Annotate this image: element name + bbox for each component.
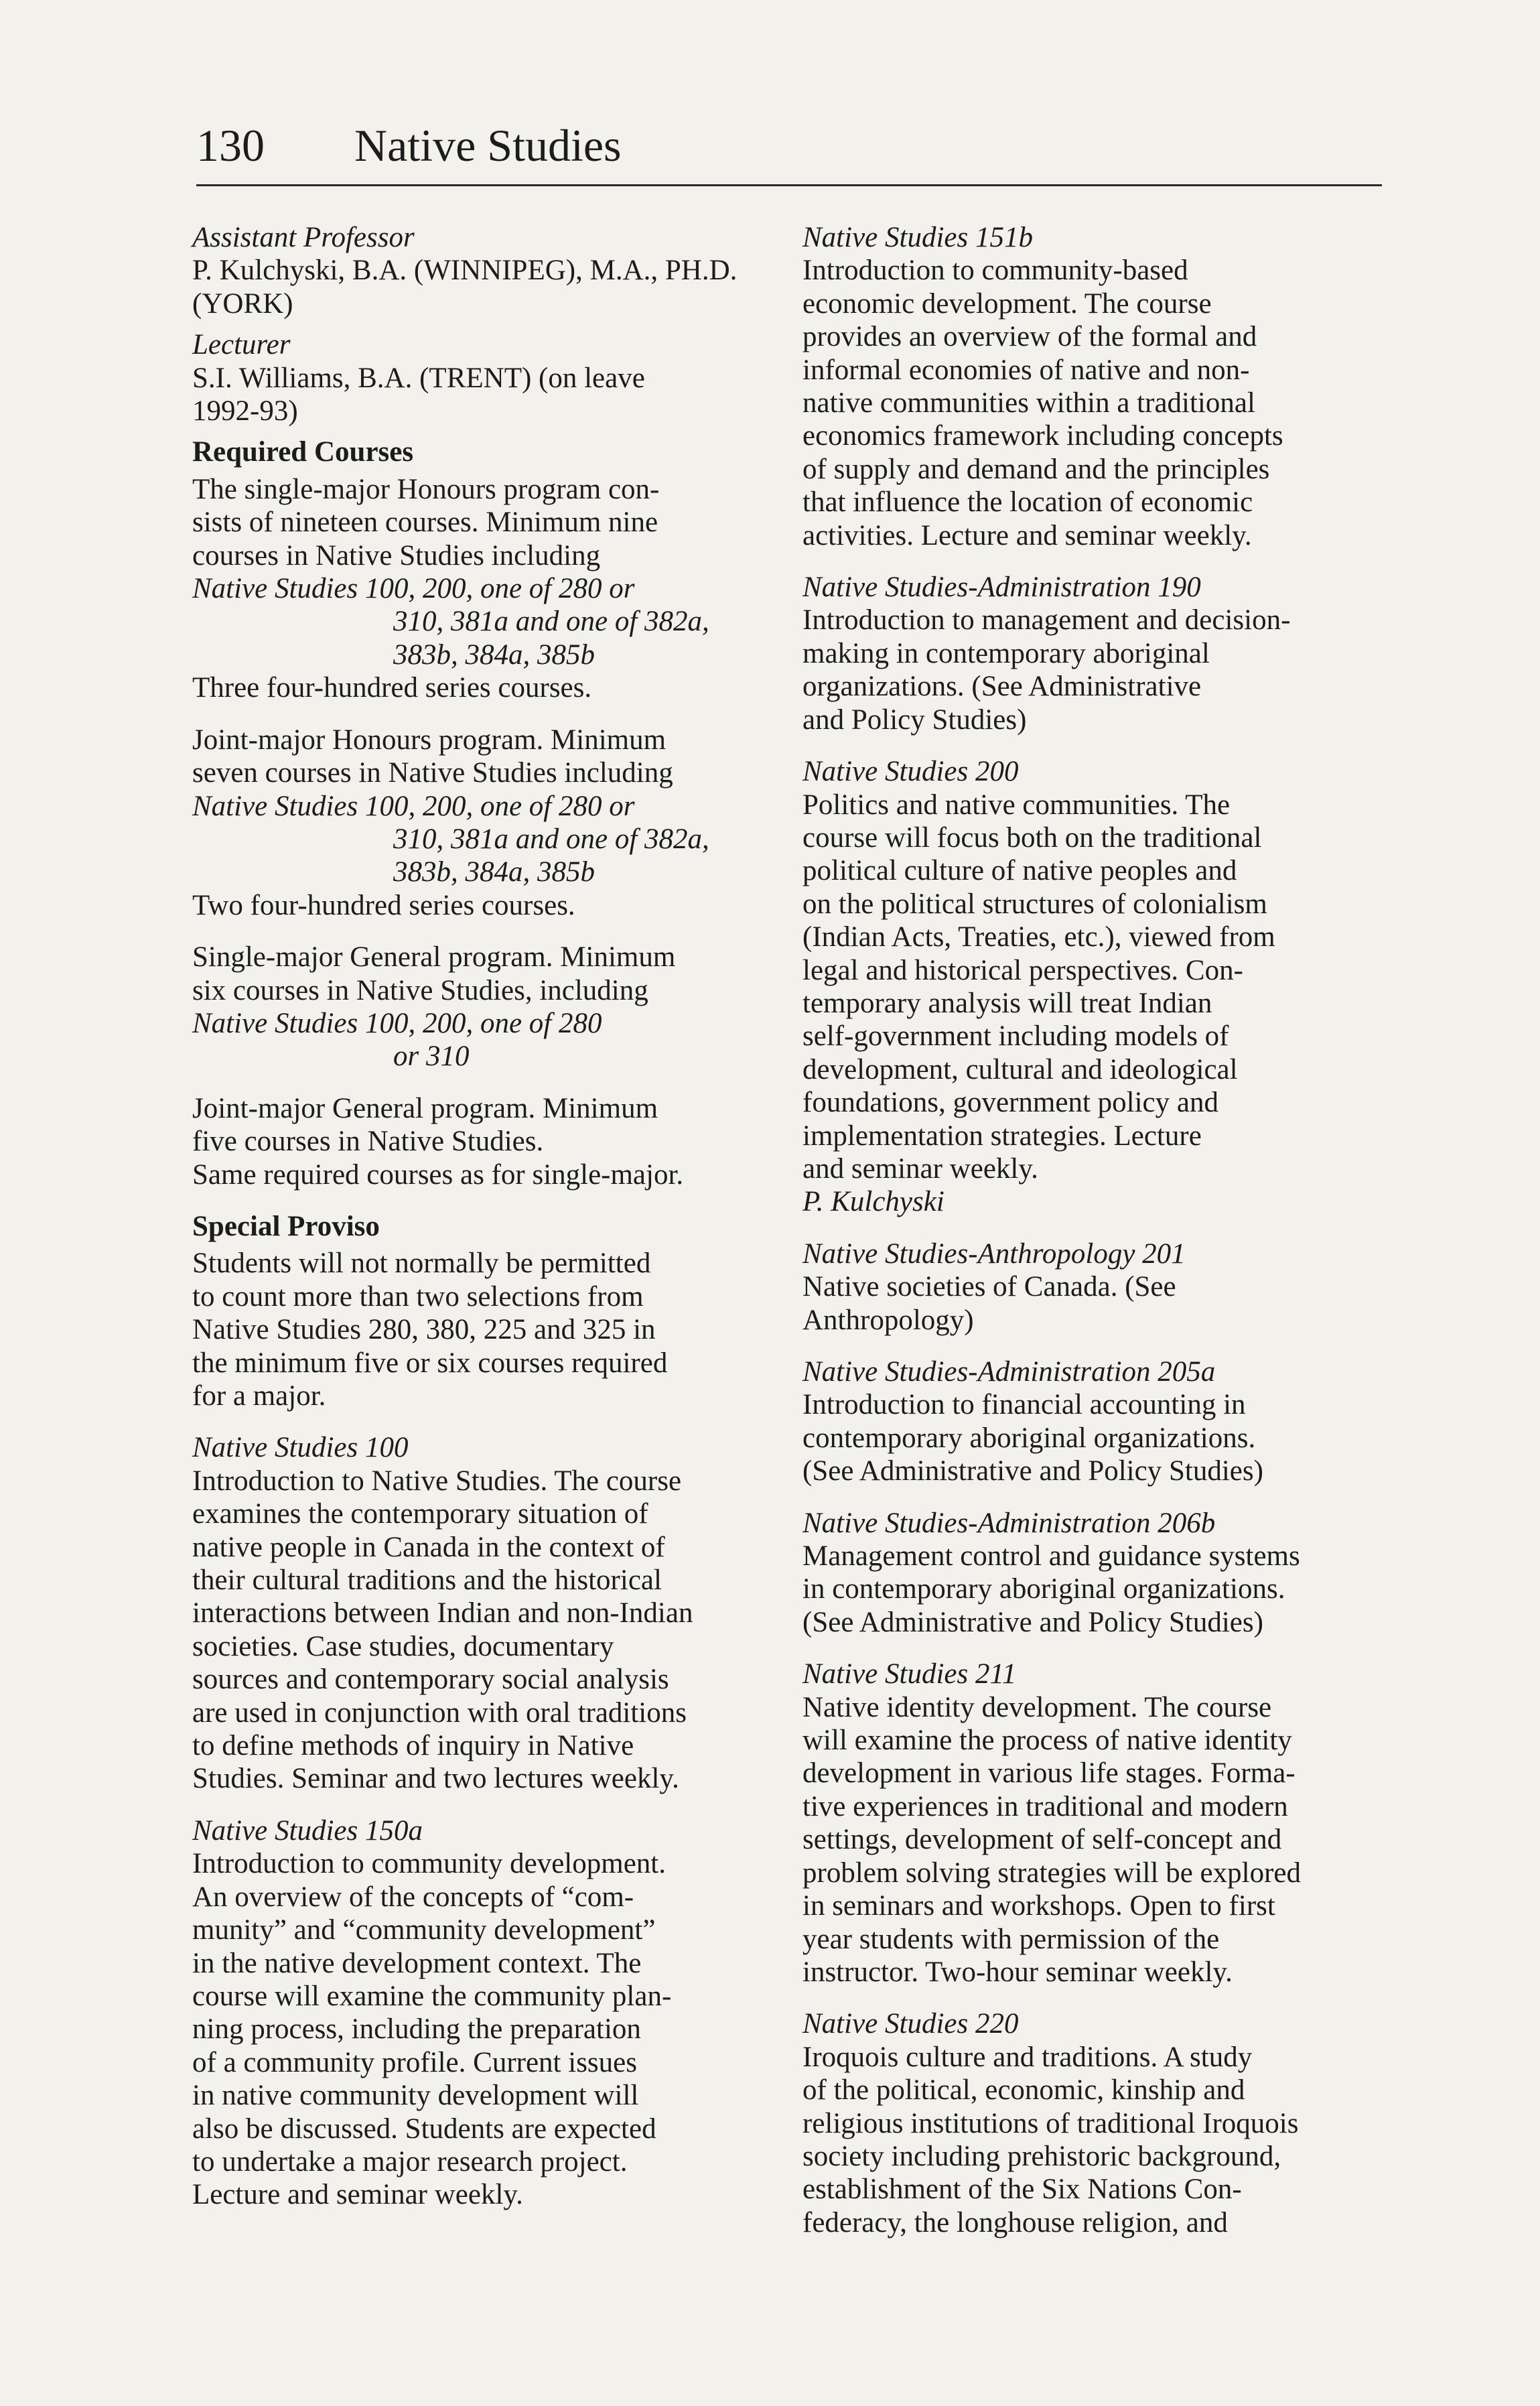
course-line: course will examine the community plan- [192,1980,672,2012]
course-title: Native Studies 150a [192,1814,423,1847]
body-line: The single-major Honours program con- [192,473,660,505]
special-proviso-section [192,1210,768,1412]
course-entry [802,221,1379,552]
course-line: Introduction to Native Studies. The course [192,1465,682,1497]
course-line: provides an overview of the formal and [802,321,1257,353]
course-line: making in contemporary aboriginal [802,637,1210,669]
body-line: six courses in Native Studies, including [192,974,648,1006]
course-line: foundations, government policy and [802,1087,1218,1119]
page-header [196,115,1382,188]
course-line: and Policy Studies) [802,704,1027,736]
course-title: Native Studies 211 [802,1658,1017,1690]
course-line: societies. Case studies, documentary [192,1630,614,1662]
right-column [802,221,1379,2258]
course-line: temporary analysis will treat Indian [802,987,1212,1019]
course-line: munity” and “community development” [192,1914,656,1946]
required-paragraph [192,724,768,922]
course-line: economic development. The course [802,287,1212,320]
course-title: Native Studies 151b [802,222,1033,253]
course-line: instructor. Two-hour seminar weekly. [802,1956,1233,1988]
body-line: to count more than two selections from [192,1280,644,1313]
course-entry [192,1431,768,1795]
course-line: Native societies of Canada. (See [802,1271,1176,1303]
course-line: Studies. Seminar and two lectures weekly. [192,1763,679,1795]
faculty-entry [192,221,768,320]
header-rule [196,184,1382,186]
course-line: to undertake a major research project. [192,2145,628,2178]
body-line: Same required courses as for single-major. [192,1158,684,1191]
course-list-line: 310, 381a and one of 382a, [393,606,709,638]
course-line: interactions between Indian and non-Indian [192,1597,693,1629]
section-heading: Special Proviso [192,1210,380,1242]
body-line: seven courses in Native Studies including [192,757,673,789]
course-line: also be discussed. Students are expected [192,2113,656,2145]
course-line: (Indian Acts, Treaties, etc.), viewed from [802,921,1275,953]
faculty-rank: Assistant Professor [192,222,415,253]
course-line: (See Administrative and Policy Studies) [802,1455,1263,1487]
course-line: in seminars and workshops. Open to first [802,1890,1275,1922]
course-line: of a community profile. Current issues [192,2046,637,2078]
course-line: native people in Canada in the context of [192,1531,665,1563]
course-line: Introduction to financial accounting in [802,1389,1246,1421]
course-line: will examine the process of native identity [802,1725,1292,1757]
body-line: the minimum five or six courses required [192,1347,668,1379]
course-line: activities. Lecture and seminar weekly. [802,519,1252,551]
faculty-line: S.I. Williams, B.A. (TRENT) (on leave [192,362,645,394]
body-line: courses in Native Studies including [192,539,601,572]
course-line: and seminar weekly. [802,1152,1038,1185]
course-line: sources and contemporary social analysis [192,1664,669,1696]
body-line: five courses in Native Studies. [192,1126,544,1158]
course-line: in contemporary aboriginal organizations. [802,1573,1285,1605]
course-line: in native community development will [192,2080,639,2112]
course-line: year students with permission of the [802,1923,1220,1955]
course-line: course will focus both on the traditional [802,821,1262,854]
body-line: Single-major General program. Minimum [192,941,676,974]
faculty-entry [192,328,768,427]
course-line: of the political, economic, kinship and [802,2074,1245,2107]
course-line: Introduction to management and decision- [802,604,1291,637]
course-line: Politics and native communities. The [802,789,1231,821]
course-line: Lecture and seminar weekly. [192,2179,523,2211]
course-line: Anthropology) [802,1304,974,1336]
course-line: religious institutions of traditional Iroquois [802,2107,1299,2139]
course-line: to define methods of inquiry in Native [192,1730,634,1762]
required-paragraph [192,1092,768,1191]
course-line: tive experiences in traditional and modern [802,1790,1288,1822]
body-line: Joint-major Honours program. Minimum [192,724,667,756]
course-entry [802,571,1379,736]
course-line: Native identity development. The course [802,1691,1272,1723]
required-courses-section [192,436,768,704]
course-entry [802,1355,1379,1488]
course-line: Introduction to community development. [192,1848,666,1880]
course-line: their cultural traditions and the historical [192,1564,662,1597]
left-column [192,221,768,2230]
course-entry [802,1658,1379,1989]
body-line: Three four-hundred series courses. [192,672,592,704]
course-line: political culture of native peoples and [802,855,1237,887]
faculty-rank: Lecturer [192,329,291,361]
course-line: are used in conjunction with oral traditions [192,1696,687,1729]
course-line: society including prehistoric background, [802,2140,1281,2172]
body-line: Students will not normally be permitted [192,1248,651,1280]
course-entry [802,1507,1379,1640]
course-line: federacy, the longhouse religion, and [802,2206,1228,2238]
course-entry [802,2007,1379,2239]
course-line: development, cultural and ideological [802,1053,1238,1085]
course-line: on the political structures of colonialism [802,888,1267,920]
running-title: Native Studies [354,120,622,171]
course-line: informal economies of native and non- [802,354,1250,386]
course-line: organizations. (See Administrative [802,671,1202,703]
course-line: problem solving strategies will be explored [802,1857,1301,1889]
course-list-line: 310, 381a and one of 382a, [393,823,709,855]
body-line: Two four-hundred series courses. [192,889,575,921]
course-line: An overview of the concepts of “com- [192,1881,634,1913]
course-line: self-government including models of [802,1020,1229,1053]
course-line: settings, development of self-concept and [802,1824,1282,1856]
course-title: Native Studies 200 [802,756,1019,788]
course-line: in the native development context. The [192,1947,642,1979]
course-list-line: 383b, 384a, 385b [393,856,595,888]
course-list-line: Native Studies 100, 200, one of 280 or [192,790,635,822]
course-list-line: Native Studies 100, 200, one of 280 [192,1007,602,1039]
course-title: Native Studies-Administration 190 [802,572,1201,604]
course-line: development in various life stages. Forma- [802,1757,1296,1790]
course-line: of supply and demand and the principles [802,453,1270,485]
course-entry [802,755,1379,1219]
course-line: establishment of the Six Nations Con- [802,2174,1242,2206]
course-list-line: 383b, 384a, 385b [393,639,595,671]
course-line: Introduction to community-based [802,255,1188,287]
course-line: Management control and guidance systems [802,1540,1300,1573]
faculty-line: (YORK) [192,287,293,320]
required-paragraph [192,941,768,1073]
page-number: 130 [196,120,265,171]
course-line: ning process, including the preparation [192,2013,641,2046]
course-line: contemporary aboriginal organizations. [802,1422,1256,1454]
section-heading: Required Courses [192,436,414,468]
course-list-line: or 310 [393,1041,470,1073]
course-instructor: P. Kulchyski [802,1186,944,1218]
faculty-line: P. Kulchyski, B.A. (WINNIPEG), M.A., PH.D. [192,255,738,287]
course-title: Native Studies 220 [802,2008,1019,2040]
course-line: economics framework including concepts [802,420,1283,452]
course-title: Native Studies 100 [192,1432,409,1464]
body-line: Native Studies 280, 380, 225 and 325 in [192,1314,656,1346]
faculty-line: 1992-93) [192,395,298,427]
course-line: that influence the location of economic [802,486,1253,519]
body-line: sists of nineteen courses. Minimum nine [192,507,658,539]
course-entry [192,1814,768,2212]
course-line: native communities within a traditional [802,387,1255,419]
course-entry [802,1238,1379,1337]
course-line: (See Administrative and Policy Studies) [802,1606,1263,1638]
body-line: Joint-major General program. Minimum [192,1092,658,1124]
course-title: Native Studies-Anthropology 201 [802,1238,1186,1270]
course-title: Native Studies-Administration 206b [802,1507,1216,1539]
course-list-line: Native Studies 100, 200, one of 280 or [192,573,635,605]
course-line: implementation strategies. Lecture [802,1120,1202,1152]
body-line: for a major. [192,1380,326,1412]
course-line: examines the contemporary situation of [192,1498,648,1530]
course-line: legal and historical perspectives. Con- [802,954,1243,986]
course-line: Iroquois culture and traditions. A study [802,2041,1253,2073]
course-title: Native Studies-Administration 205a [802,1356,1216,1388]
